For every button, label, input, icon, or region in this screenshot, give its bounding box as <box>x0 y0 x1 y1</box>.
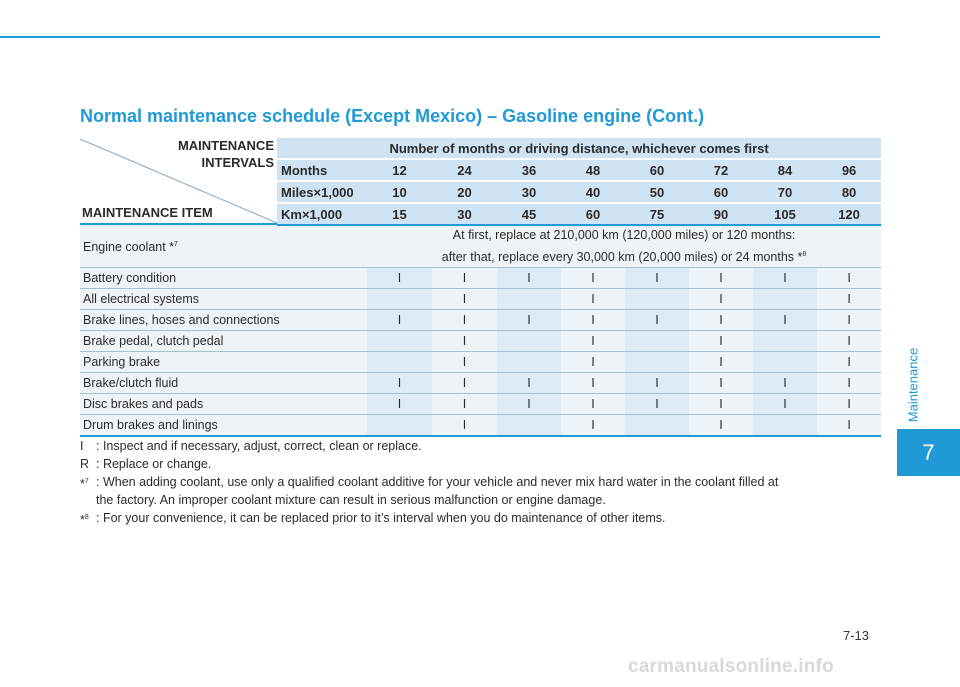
table-row <box>80 394 881 415</box>
schedule-cell: I <box>817 352 881 373</box>
schedule-cell: I <box>689 268 753 289</box>
schedule-cell: I <box>497 268 561 289</box>
schedule-cell: I <box>432 331 497 352</box>
header-value: 60 <box>625 159 689 181</box>
table-row <box>80 331 881 352</box>
schedule-cell: I <box>625 268 689 289</box>
header-value: 48 <box>561 159 625 181</box>
table-row <box>80 352 881 373</box>
header-value: 24 <box>432 159 497 181</box>
schedule-cell: I <box>817 268 881 289</box>
schedule-cell: I <box>753 373 817 394</box>
header-value: 50 <box>625 181 689 203</box>
footnote-text-continued: the factory. An improper coolant mixture can result in serious malfunction or engine damage. <box>96 493 606 507</box>
coolant-note <box>367 225 881 268</box>
header-value: 90 <box>689 203 753 225</box>
schedule-cell <box>625 289 689 310</box>
header-value: 10 <box>367 181 432 203</box>
schedule-cell: I <box>625 310 689 331</box>
schedule-cell <box>367 415 432 437</box>
schedule-cell: I <box>561 331 625 352</box>
schedule-cell: I <box>689 289 753 310</box>
schedule-cell: I <box>625 373 689 394</box>
header-value: 20 <box>432 181 497 203</box>
header-value: 80 <box>817 181 881 203</box>
schedule-cell <box>625 331 689 352</box>
header-value: 70 <box>753 181 817 203</box>
schedule-cell <box>497 331 561 352</box>
schedule-cell: I <box>367 394 432 415</box>
schedule-cell <box>753 415 817 437</box>
schedule-cell: I <box>817 394 881 415</box>
footnote-text: : Replace or change. <box>96 457 212 471</box>
schedule-cell: I <box>817 331 881 352</box>
schedule-cell: I <box>817 415 881 437</box>
schedule-cell: I <box>497 310 561 331</box>
schedule-cell: I <box>432 268 497 289</box>
table-corner-cell <box>80 138 277 225</box>
schedule-cell: I <box>817 289 881 310</box>
schedule-cell: I <box>689 331 753 352</box>
schedule-cell: I <box>625 394 689 415</box>
table-row <box>80 373 881 394</box>
coolant-note-line2: after that, replace every 30,000 km (20,000 miles) or 24 months *$^8$ <box>441 250 807 265</box>
row-label: All electrical systems <box>80 289 367 310</box>
schedule-cell: I <box>367 268 432 289</box>
maintenance-schedule-table <box>80 138 881 437</box>
schedule-cell: I <box>432 394 497 415</box>
schedule-cell: I <box>817 310 881 331</box>
schedule-cell <box>753 289 817 310</box>
header-top: Number of months or driving distance, whichever comes first <box>277 138 881 159</box>
header-value: 105 <box>753 203 817 225</box>
header-value: 40 <box>561 181 625 203</box>
footnote-text: : When adding coolant, use only a qualified coolant additive for your vehicle and never mix hard water in the coolant filled at <box>96 475 779 489</box>
schedule-cell: I <box>432 415 497 437</box>
schedule-cell: I <box>689 352 753 373</box>
footnote-key: I <box>80 439 84 453</box>
chapter-badge: 7 <box>897 429 960 476</box>
row-label: Brake lines, hoses and connections <box>80 310 367 331</box>
schedule-cell: I <box>367 373 432 394</box>
schedule-cell: I <box>817 373 881 394</box>
schedule-cell: I <box>561 289 625 310</box>
corner-interval-label-2: INTERVALS <box>201 154 274 170</box>
page-number: 7-13 <box>843 628 870 643</box>
footnote <box>80 473 880 509</box>
schedule-cell: I <box>689 415 753 437</box>
footnotes <box>80 437 880 527</box>
schedule-cell: I <box>432 310 497 331</box>
section-title: Normal maintenance schedule (Except Mexico) – Gasoline engine (Cont.) <box>80 106 705 126</box>
header-row-label: Km×1,000 <box>277 203 367 225</box>
schedule-cell: I <box>432 373 497 394</box>
schedule-cell <box>497 289 561 310</box>
table-row-coolant <box>80 225 881 268</box>
header-value: 120 <box>817 203 881 225</box>
schedule-cell: I <box>689 373 753 394</box>
schedule-cell <box>497 352 561 373</box>
schedule-cell <box>625 415 689 437</box>
header-value: 30 <box>432 203 497 225</box>
schedule-cell: I <box>561 394 625 415</box>
footnote <box>80 455 880 473</box>
schedule-cell <box>625 352 689 373</box>
row-label-coolant: Engine coolant *$^7$ <box>80 225 367 268</box>
header-row-label: Months <box>277 159 367 181</box>
row-label: Battery condition <box>80 268 367 289</box>
schedule-cell: I <box>753 394 817 415</box>
row-label: Disc brakes and pads <box>80 394 367 415</box>
schedule-cell: I <box>561 310 625 331</box>
coolant-note-line1: At first, replace at 210,000 km (120,000 miles) or 120 months: <box>452 228 796 242</box>
corner-interval-label: MAINTENANCE <box>177 137 274 153</box>
header-value: 84 <box>753 159 817 181</box>
schedule-cell <box>753 352 817 373</box>
footnote-key: R <box>80 457 90 471</box>
footnote-text: : Inspect and if necessary, adjust, correct, clean or replace. <box>96 439 422 453</box>
schedule-cell: I <box>753 268 817 289</box>
schedule-cell: I <box>753 310 817 331</box>
row-label: Parking brake <box>80 352 367 373</box>
schedule-cell: I <box>432 289 497 310</box>
header-value: 45 <box>497 203 561 225</box>
schedule-cell: I <box>497 394 561 415</box>
table-row <box>80 289 881 310</box>
watermark: carmanualsonline.info <box>628 656 834 677</box>
row-label: Brake pedal, clutch pedal <box>80 331 367 352</box>
schedule-cell <box>367 331 432 352</box>
schedule-cell: I <box>367 310 432 331</box>
header-value: 15 <box>367 203 432 225</box>
side-section-label: Maintenance <box>905 347 921 423</box>
header-value: 60 <box>561 203 625 225</box>
schedule-cell: I <box>689 394 753 415</box>
header-value: 60 <box>689 181 753 203</box>
top-rule <box>0 36 880 38</box>
schedule-cell <box>497 415 561 437</box>
schedule-cell <box>753 331 817 352</box>
header-value: 72 <box>689 159 753 181</box>
schedule-cell: I <box>561 268 625 289</box>
header-value: 30 <box>497 181 561 203</box>
footnote-key: *$^7$ <box>80 477 89 492</box>
schedule-cell: I <box>561 373 625 394</box>
schedule-cell <box>367 289 432 310</box>
footnote <box>80 437 880 455</box>
schedule-cell: I <box>561 352 625 373</box>
schedule-cell <box>367 352 432 373</box>
table-row <box>80 415 881 437</box>
table-row <box>80 268 881 289</box>
header-value: 12 <box>367 159 432 181</box>
schedule-cell: I <box>561 415 625 437</box>
corner-item-label: MAINTENANCE ITEM <box>82 204 213 220</box>
schedule-cell: I <box>689 310 753 331</box>
schedule-cell: I <box>432 352 497 373</box>
footnote-text: : For your convenience, it can be replaced prior to it’s interval when you do maintenance of other items. <box>96 511 666 525</box>
row-label: Drum brakes and linings <box>80 415 367 437</box>
footnote-key: *$^8$ <box>80 513 89 528</box>
header-value: 36 <box>497 159 561 181</box>
schedule-cell: I <box>497 373 561 394</box>
footnote <box>80 509 880 527</box>
header-value: 75 <box>625 203 689 225</box>
table-row <box>80 310 881 331</box>
row-label: Brake/clutch fluid <box>80 373 367 394</box>
header-value: 96 <box>817 159 881 181</box>
header-row-label: Miles×1,000 <box>277 181 367 203</box>
